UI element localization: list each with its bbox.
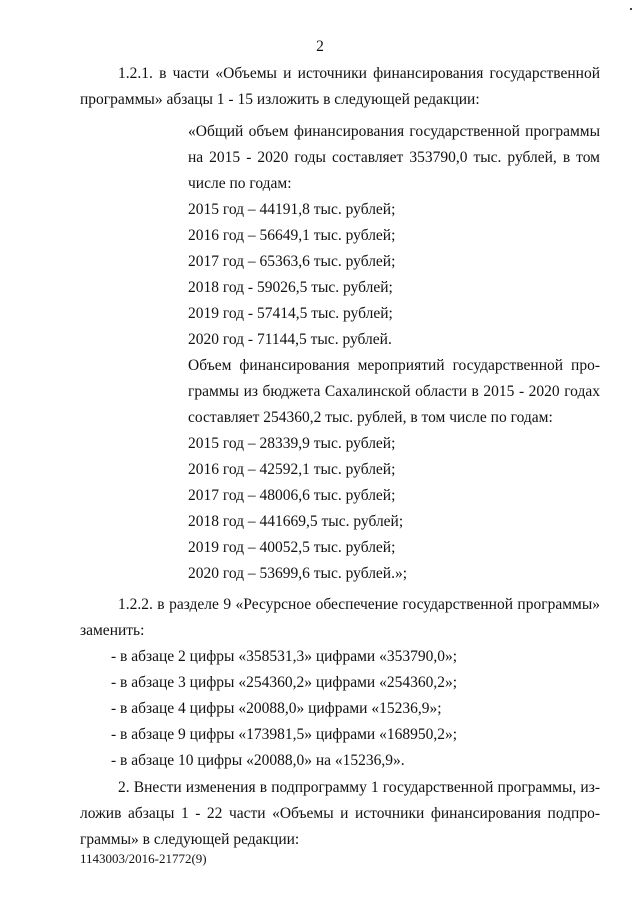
replacement-item: - в абзаце 3 цифры «254360,2» цифрами «254360,2»; xyxy=(111,674,458,691)
section-2-line1: 2. Внести изменения в подпрограмму 1 государственной программы, из- xyxy=(118,779,600,796)
regional-year-2019: 2019 год – 40052,5 тыс. рублей; xyxy=(188,539,396,556)
total-year-2017: 2017 год – 65363,6 тыс. рублей; xyxy=(188,253,396,270)
replacement-item: - в абзаце 9 цифры «173981,5» цифрами «168950,2»; xyxy=(111,726,458,743)
quote-total-line3: числе по годам: xyxy=(188,175,292,192)
total-year-2020: 2020 год - 71144,5 тыс. рублей. xyxy=(188,331,392,348)
replacement-item: - в абзаце 10 цифры «20088,0» на «15236,9». xyxy=(111,752,405,769)
total-year-2016: 2016 год – 56649,1 тыс. рублей; xyxy=(188,227,396,244)
scan-speck xyxy=(630,8,632,10)
section-1-2-2-line1: 1.2.2. в разделе 9 «Ресурсное обеспечение государственной программы» xyxy=(118,596,600,613)
replacement-item: - в абзаце 4 цифры «20088,0» цифрами «15236,9»; xyxy=(111,700,442,717)
section-2-line2: ложив абзацы 1 - 22 части «Объемы и источники финансирования подпро- xyxy=(80,805,600,822)
quote-total-line1: «Общий объем финансирования государственной программы xyxy=(188,123,600,140)
regional-year-2015: 2015 год – 28339,9 тыс. рублей; xyxy=(188,435,396,452)
replacement-item: - в абзаце 2 цифры «358531,3» цифрами «353790,0»; xyxy=(111,648,458,665)
regional-year-2016: 2016 год – 42592,1 тыс. рублей; xyxy=(188,461,396,478)
regional-year-2020: 2020 год – 53699,6 тыс. рублей.»; xyxy=(188,565,408,582)
quote-regional-line2: граммы из бюджета Сахалинской области в 2015 - 2020 годах xyxy=(188,383,600,400)
total-year-2015: 2015 год – 44191,8 тыс. рублей; xyxy=(188,201,396,218)
document-registration-code: 1143003/2016-21772(9) xyxy=(80,851,207,866)
section-1-2-1-line2: программы» абзацы 1 - 15 изложить в следующей редакции: xyxy=(80,91,480,108)
section-1-2-1-line1: 1.2.1. в части «Объемы и источники финансирования государственной xyxy=(118,65,600,82)
regional-year-2018: 2018 год – 441669,5 тыс. рублей; xyxy=(188,513,404,530)
total-year-2019: 2019 год - 57414,5 тыс. рублей; xyxy=(188,305,393,322)
quote-regional-line1: Объем финансирования мероприятий государственной про- xyxy=(188,357,600,374)
page-number: 2 xyxy=(316,38,324,55)
section-1-2-2-line2: заменить: xyxy=(80,622,145,639)
quote-total-line2: на 2015 - 2020 годы составляет 353790,0 тыс. рублей, в том xyxy=(188,149,600,166)
total-year-2018: 2018 год - 59026,5 тыс. рублей; xyxy=(188,279,393,296)
quote-regional-line3: составляет 254360,2 тыс. рублей, в том числе по годам: xyxy=(188,409,553,426)
regional-year-2017: 2017 год – 48006,6 тыс. рублей; xyxy=(188,487,396,504)
section-2-line3: граммы» в следующей редакции: xyxy=(80,831,300,848)
